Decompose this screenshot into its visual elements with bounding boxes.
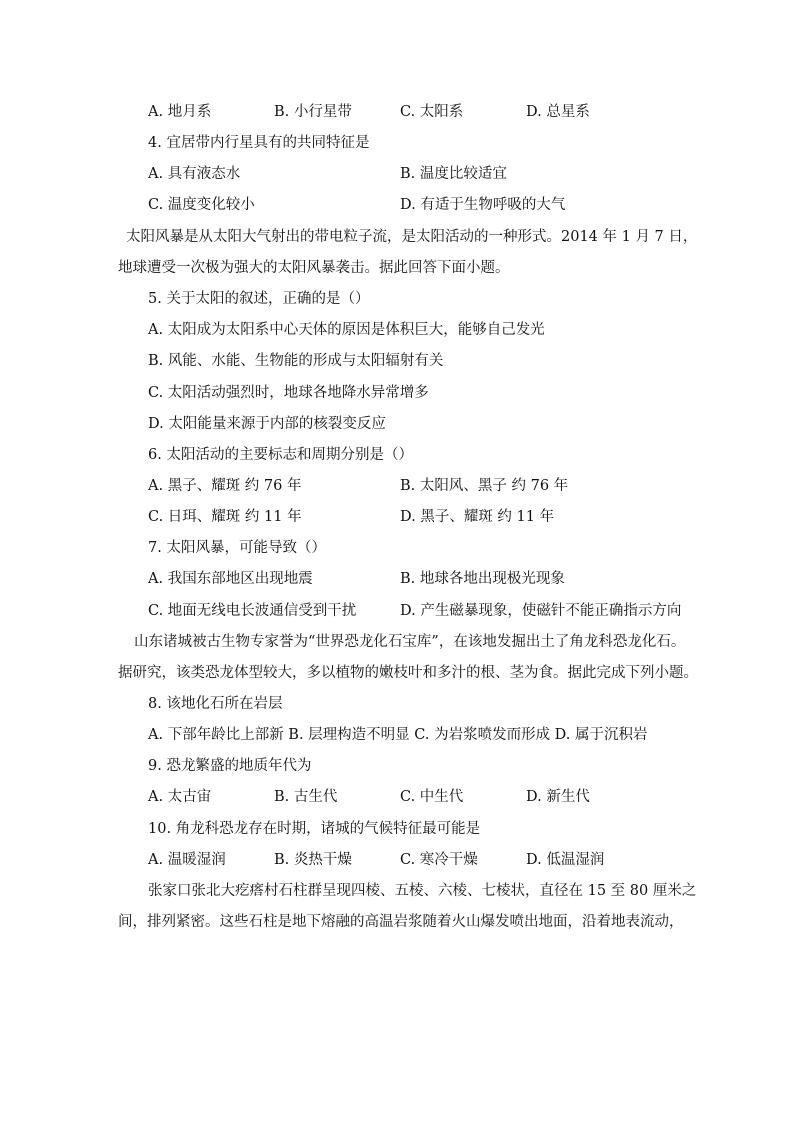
- q4-option-d: D. 有适于生物呼吸的大气: [400, 197, 566, 213]
- q3-option-b: B. 小行星带: [274, 104, 352, 120]
- q3-option-c: C. 太阳系: [400, 104, 464, 120]
- q6-options-row1: [148, 476, 688, 496]
- q9-option-d: D. 新生代: [526, 789, 590, 805]
- q6-options-row2: [148, 507, 688, 527]
- q3-option-a: A. 地月系: [148, 104, 212, 120]
- q7-option-b: B. 地球各地出现极光现象: [400, 571, 565, 587]
- q4-option-c: C. 温度变化较小: [148, 197, 255, 213]
- q7-stem: 7. 太阳风暴，可能导致（）: [148, 540, 326, 556]
- q10-option-b: B. 炎热干燥: [274, 852, 352, 868]
- q8-options: A. 下部年龄比上部新 B. 层理构造不明显 C. 为岩浆喷发而形成 D. 属于沉积岩: [148, 727, 648, 743]
- q4-options-row2: [148, 195, 688, 215]
- q9-option-a: A. 太古宙: [148, 789, 212, 805]
- q8-stem: 8. 该地化石所在岩层: [148, 696, 283, 712]
- passage1-line2: 地球遭受一次极为强大的太阳风暴袭击。据此回答下面小题。: [118, 260, 510, 276]
- passage3-line2: 间，排列紧密。这些石柱是地下熔融的高温岩浆随着火山爆发喷出地面，沿着地表流动，: [118, 914, 684, 930]
- q10-options: [148, 850, 688, 870]
- passage2-line2: 据研究，该类恐龙体型较大，多以植物的嫩枝叶和多汁的根、茎为食。据此完成下列小题。: [118, 665, 698, 681]
- q4-option-b: B. 温度比较适宜: [400, 166, 507, 182]
- q6-stem: 6. 太阳活动的主要标志和周期分别是（）: [148, 447, 413, 463]
- q5-stem: 5. 关于太阳的叙述，正确的是（）: [148, 291, 370, 307]
- passage3-line1: 张家口张北大疙瘩村石柱群呈现四棱、五棱、六棱、七棱状，直径在 15 至 80 厘米之: [148, 883, 697, 899]
- q6-option-d: D. 黑子、耀斑 约 11 年: [400, 509, 555, 525]
- q5-option-b: B. 风能、水能、生物能的形成与太阳辐射有关: [148, 353, 444, 369]
- q10-option-c: C. 寒冷干燥: [400, 852, 478, 868]
- q9-stem: 9. 恐龙繁盛的地质年代为: [148, 758, 312, 774]
- q7-option-c: C. 地面无线电长波通信受到干扰: [148, 603, 357, 619]
- q9-option-b: B. 古生代: [274, 789, 338, 805]
- q10-stem: 10. 角龙科恐龙存在时期，诸城的气候特征最可能是: [148, 821, 481, 837]
- q5-option-c: C. 太阳活动强烈时，地球各地降水异常增多: [148, 385, 429, 401]
- q7-option-a: A. 我国东部地区出现地震: [148, 571, 313, 587]
- q4-stem: 4. 宜居带内行星具有的共同特征是: [148, 135, 370, 151]
- q4-option-a: A. 具有液态水: [148, 166, 241, 182]
- q7-options-row1: [148, 569, 688, 589]
- passage1-line1: 太阳风暴是从太阳大气射出的带电粒子流，是太阳活动的一种形式。2014 年 1 月 7 日，: [126, 229, 698, 245]
- q9-option-c: C. 中生代: [400, 789, 464, 805]
- q10-option-d: D. 低温湿润: [526, 852, 605, 868]
- q6-option-b: B. 太阳风、黑子 约 76 年: [400, 478, 569, 494]
- q4-options-row1: [148, 164, 688, 184]
- q5-option-a: A. 太阳成为太阳系中心天体的原因是体积巨大，能够自己发光: [148, 322, 545, 338]
- q10-option-a: A. 温暖湿润: [148, 852, 226, 868]
- q3-options: [148, 102, 688, 122]
- q5-option-d: D. 太阳能量来源于内部的核裂变反应: [148, 416, 386, 432]
- q3-option-d: D. 总星系: [526, 104, 590, 120]
- passage2-line1: 山东诸城被古生物专家誉为“世界恐龙化石宝库”，在该地发掘出土了角龙科恐龙化石。: [134, 634, 686, 650]
- q7-options-row2: [148, 601, 688, 621]
- q6-option-a: A. 黑子、耀斑 约 76 年: [148, 478, 302, 494]
- q7-option-d: D. 产生磁暴现象，使磁针不能正确指示方向: [400, 603, 682, 619]
- q9-options: [148, 787, 688, 807]
- q6-option-c: C. 日珥、耀斑 约 11 年: [148, 509, 302, 525]
